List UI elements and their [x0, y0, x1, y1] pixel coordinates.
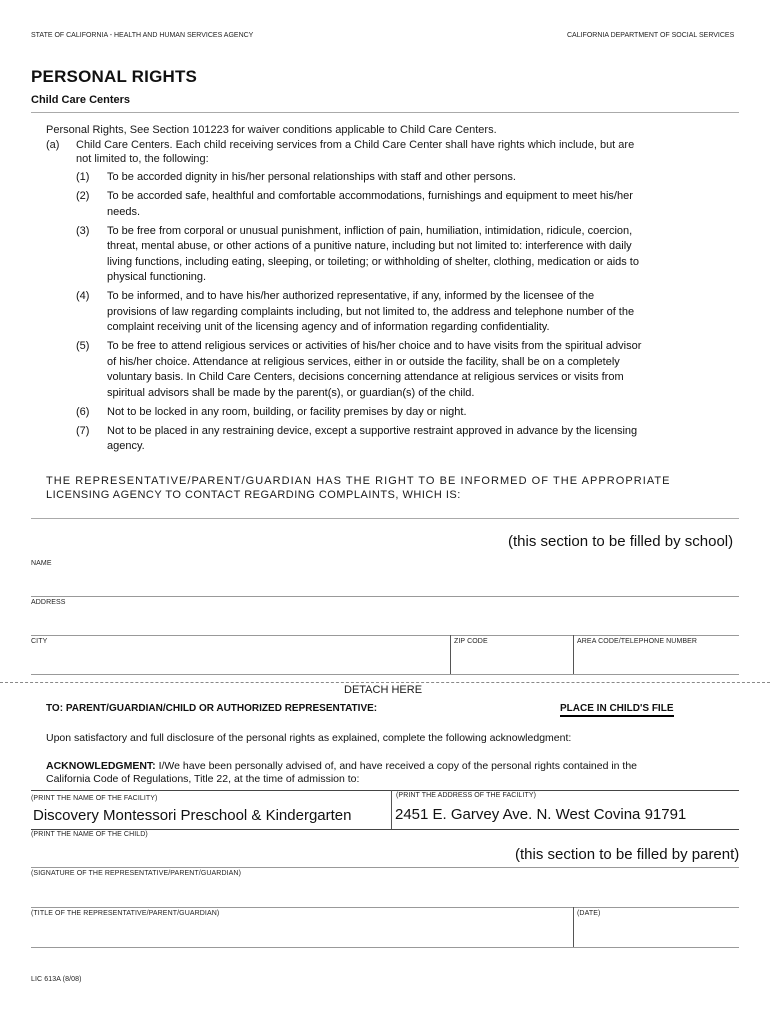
instruction-text: Upon satisfactory and full disclosure of the personal rights as explained, complete the following acknowledgment: — [46, 732, 572, 744]
right-item-text: spiritual advisors shall be made by the parent(s), or guardian(s) of the child. — [107, 386, 475, 399]
detach-here-label: DETACH HERE — [344, 684, 423, 696]
facility-address-label: (PRINT THE ADDRESS OF THE FACILITY) — [396, 792, 537, 799]
facility-bottom-line — [31, 829, 739, 830]
title-date-divider — [573, 907, 574, 947]
address-field[interactable] — [31, 607, 739, 635]
name-field-line — [31, 596, 739, 597]
right-item — [46, 405, 726, 421]
notice-divider — [31, 518, 739, 519]
right-item-number: (5) — [76, 340, 90, 352]
right-item-text: provisions of law regarding complaints including, but not limited to, the address and telephone number of the — [107, 305, 635, 318]
child-name-line — [31, 867, 739, 868]
city-zip-divider — [450, 635, 451, 674]
right-item-text: agency. — [107, 440, 145, 452]
right-item — [46, 224, 726, 286]
acknowledgment-label: ACKNOWLEDGMENT: — [46, 760, 156, 772]
phone-field[interactable] — [577, 646, 737, 674]
title-label: (TITLE OF THE REPRESENTATIVE/PARENT/GUARDIAN) — [31, 910, 220, 917]
notice-line2: LICENSING AGENCY TO CONTACT REGARDING COMPLAINTS, WHICH IS: — [46, 489, 461, 501]
right-item-text: To be informed, and to have his/her authorized representative, if any, informed by the licensee of the — [107, 290, 595, 302]
intro-text: Personal Rights, See Section 101223 for waiver conditions applicable to Child Care Centers. — [46, 124, 497, 136]
parent-section-note: (this section to be filled by parent) — [515, 846, 740, 863]
child-name-label: (PRINT THE NAME OF THE CHILD) — [31, 831, 148, 838]
zip-phone-divider — [573, 635, 574, 674]
department-header: CALIFORNIA DEPARTMENT OF SOCIAL SERVICES — [567, 32, 735, 39]
right-item — [46, 289, 726, 336]
right-item-text: To be free to attend religious services or activities of his/her choice and to have visits from the spiritual advisor — [107, 340, 642, 352]
address-label: ADDRESS — [31, 599, 66, 606]
facility-address-value[interactable]: 2451 E. Garvey Ave. N. West Covina 91791 — [395, 806, 687, 823]
phone-label: AREA CODE/TELEPHONE NUMBER — [577, 638, 698, 645]
name-field[interactable] — [31, 568, 739, 596]
city-label: CITY — [31, 638, 48, 645]
title-field[interactable] — [31, 919, 571, 946]
acknowledgment-text: I/We have been personally advised of, and have received a copy of the personal rights contained in the — [155, 760, 638, 772]
city-field-line — [31, 674, 739, 675]
title-divider — [31, 112, 739, 113]
facility-name-label: (PRINT THE NAME OF THE FACILITY) — [31, 795, 158, 802]
page-subtitle: Child Care Centers — [31, 94, 131, 106]
right-item — [46, 170, 726, 186]
child-name-field[interactable] — [31, 840, 501, 866]
right-item-number: (7) — [76, 424, 90, 437]
right-item-text: threat, mental abuse, or other actions of a punitive nature, including but not limited to: interference with daily — [107, 240, 632, 252]
page-title: PERSONAL RIGHTS — [31, 67, 198, 86]
section-a-line2: not limited to, the following: — [76, 153, 209, 165]
right-item-number: (3) — [76, 224, 90, 237]
city-field[interactable] — [31, 646, 449, 674]
section-a-label: (a) — [46, 139, 60, 151]
notice-line1: THE REPRESENTATIVE/PARENT/GUARDIAN HAS THE RIGHT TO BE INFORMED OF THE APPROPRIATE — [46, 475, 671, 487]
right-item-text: physical functioning. — [107, 271, 207, 283]
right-item-text: of his/her choice. Attendance at religious services, either in or outside the facility, shall be on a completely — [107, 355, 620, 368]
right-item — [46, 339, 726, 401]
zip-field[interactable] — [454, 646, 572, 674]
right-item-text: To be accorded safe, healthful and comfortable accommodations, furnishings and equipment to meet his/her — [107, 190, 633, 202]
to-line: TO: PARENT/GUARDIAN/CHILD OR AUTHORIZED REPRESENTATIVE: — [46, 703, 378, 714]
signature-line — [31, 907, 739, 908]
signature-label: (SIGNATURE OF THE REPRESENTATIVE/PARENT/GUARDIAN) — [31, 870, 241, 877]
right-item-text: voluntary basis. In Child Care Centers, decisions concerning attendance at religious services or visits from — [107, 371, 624, 383]
right-item — [46, 189, 726, 220]
school-section-note: (this section to be filled by school) — [508, 533, 734, 550]
acknowledgment-line1 — [46, 759, 726, 773]
right-item-text: To be free from corporal or unusual punishment, infliction of pain, humiliation, intimidation, ridicule, coercion, — [107, 224, 633, 237]
right-item-text: living functions, including eating, sleeping, or toileting; or withholding of shelter, clothing, medication or aids to — [107, 255, 639, 268]
right-item-text: complaint receiving unit of the licensing agency and of information regarding confidentiality. — [107, 321, 550, 333]
address-field-line — [31, 635, 739, 636]
date-label: (DATE) — [577, 910, 601, 917]
facility-divider — [391, 790, 392, 830]
form-id: LIC 613A (8/08) — [31, 976, 82, 983]
right-item-text: needs. — [107, 205, 141, 218]
agency-header: STATE OF CALIFORNIA - HEALTH AND HUMAN SERVICES AGENCY — [31, 32, 254, 39]
zip-label: ZIP CODE — [454, 638, 488, 645]
right-item-number: (1) — [76, 171, 90, 183]
right-item-text: Not to be placed in any restraining device, except a supportive restraint approved in advance by the licensing — [107, 424, 638, 437]
acknowledgment-line2: California Code of Regulations, Title 22, at the time of admission to: — [46, 773, 360, 785]
right-item — [46, 424, 726, 455]
right-item-number: (6) — [76, 405, 90, 418]
place-in-file-label: PLACE IN CHILD'S FILE — [560, 703, 674, 717]
facility-name-value[interactable]: Discovery Montessori Preschool & Kindergarten — [33, 807, 352, 824]
signature-field[interactable] — [31, 879, 739, 906]
right-item-number: (2) — [76, 190, 90, 202]
section-a-line1: Child Care Centers. Each child receiving services from a Child Care Center shall have rights which include, but are — [76, 139, 635, 151]
right-item-text: To be accorded dignity in his/her personal relationships with staff and other persons. — [107, 171, 516, 183]
right-item-number: (4) — [76, 290, 90, 302]
right-item-text: Not to be locked in any room, building, or facility premises by day or night. — [107, 405, 467, 418]
date-field[interactable] — [577, 919, 737, 946]
facility-top-line — [31, 790, 739, 791]
title-line — [31, 947, 739, 948]
name-label: NAME — [31, 560, 52, 567]
